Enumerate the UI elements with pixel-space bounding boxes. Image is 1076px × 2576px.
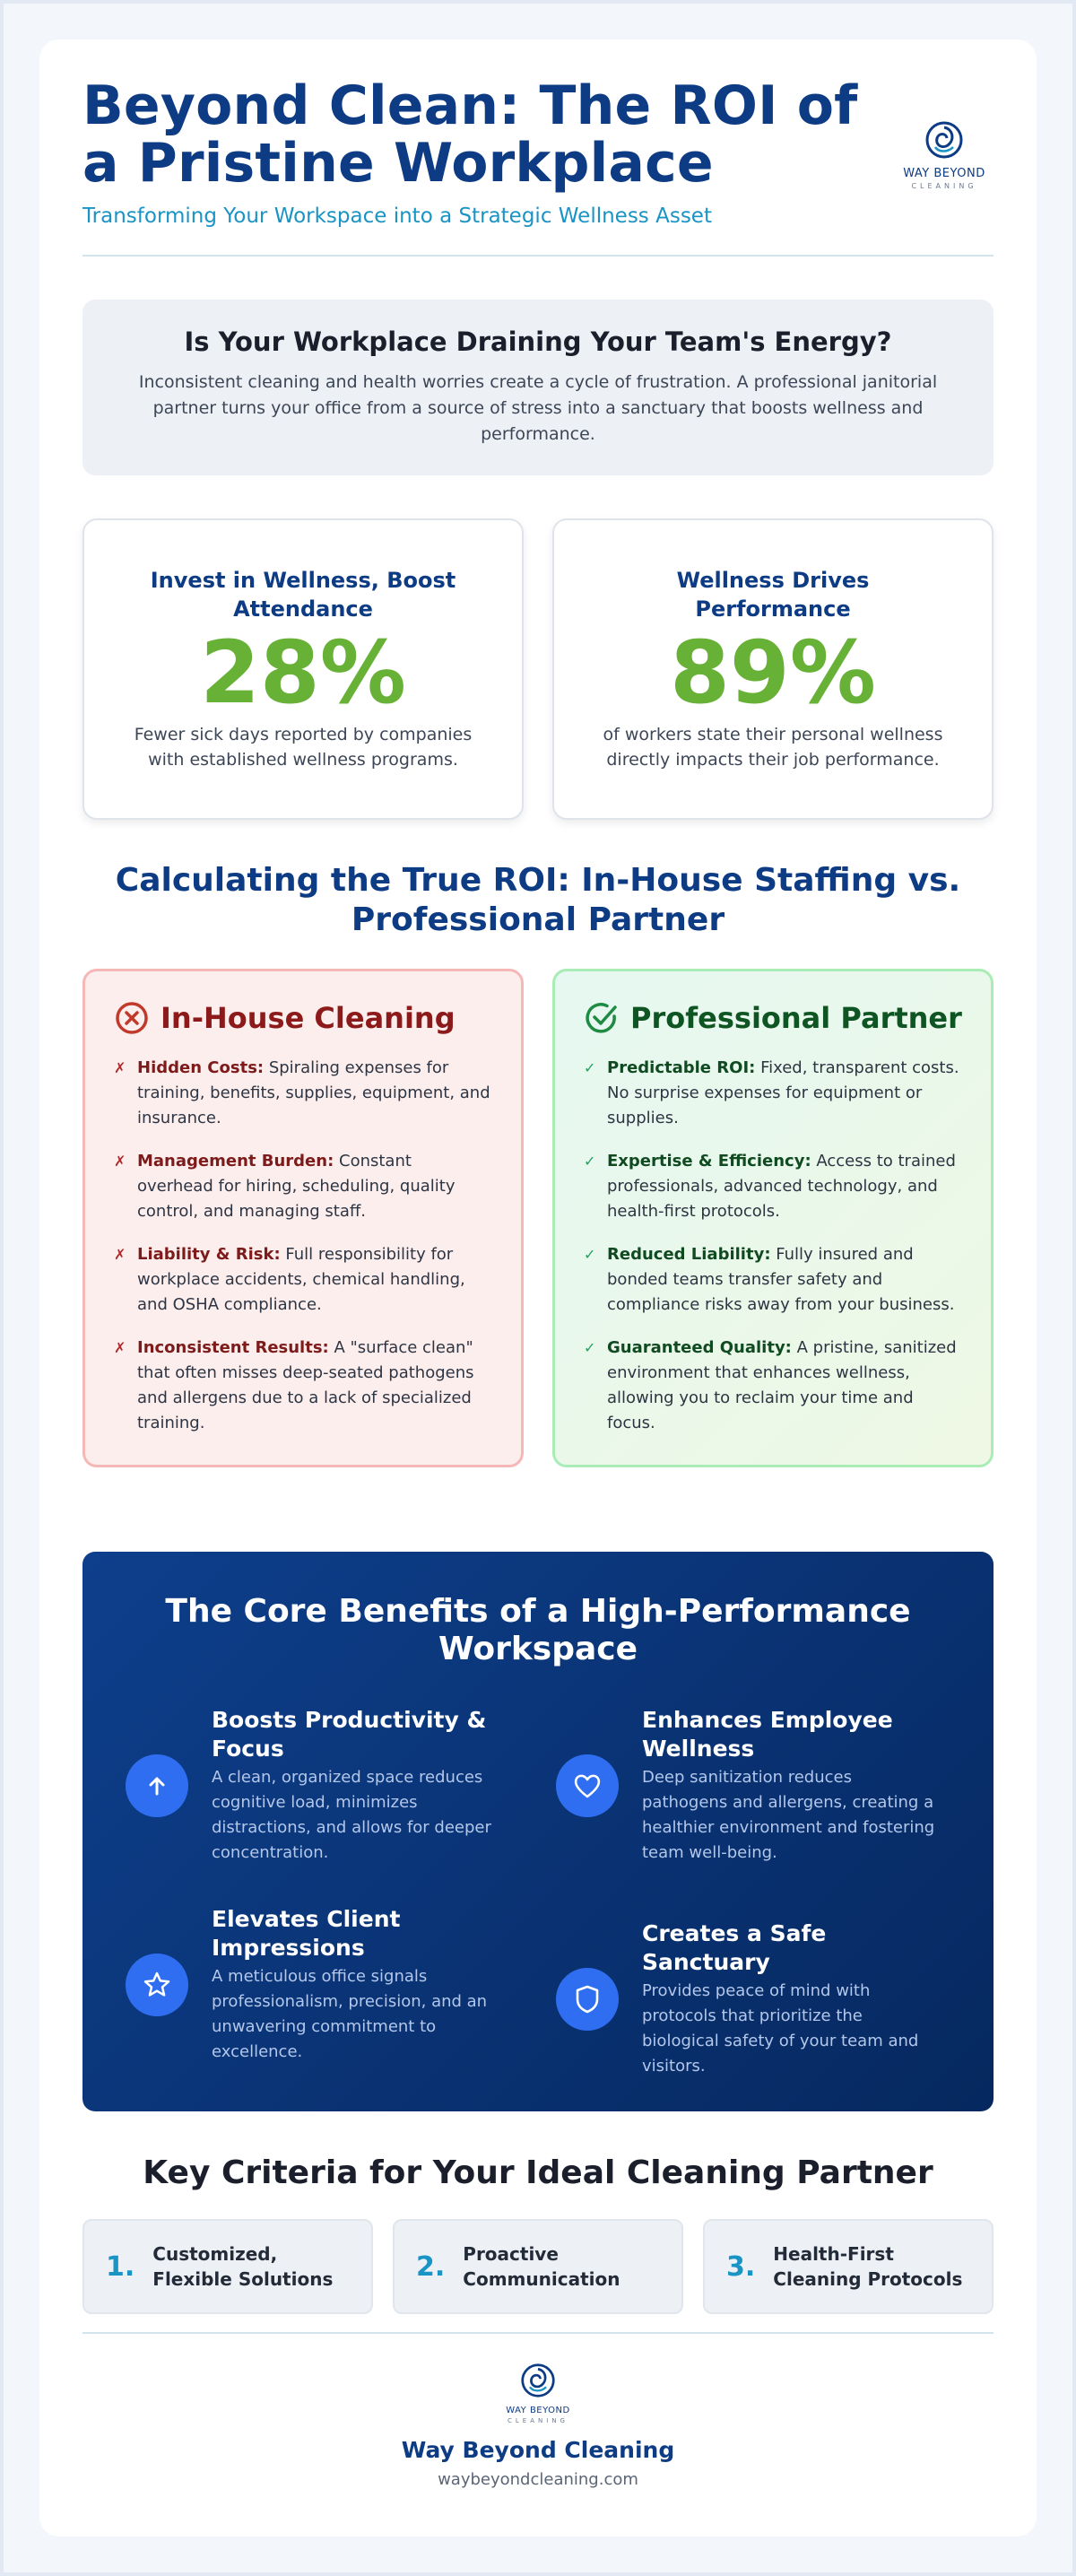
- page-subtitle: Transforming Your Workspace into a Strategic Wellness Asset: [82, 205, 712, 228]
- x-mark-icon: ✗: [114, 1246, 126, 1263]
- stat-text: of workers state their personal wellness directly impacts their job performance.: [603, 725, 943, 770]
- star-icon: [126, 1954, 188, 2016]
- item-label: Inconsistent Results:: [137, 1338, 329, 1357]
- benefit-title: Creates a Safe Sanctuary: [642, 1920, 827, 1975]
- list-item: [114, 1056, 492, 1131]
- item-label: Guaranteed Quality:: [607, 1338, 792, 1357]
- criteria-heading: Key Criteria for Your Ideal Cleaning Partner: [143, 2154, 933, 2191]
- benefit-productivity: [126, 1706, 511, 1866]
- stat-heading: Invest in Wellness, Boost Attendance: [150, 568, 456, 622]
- x-circle-icon: [114, 1000, 150, 1036]
- header: [82, 74, 994, 265]
- roi-heading: Calculating the True ROI: In-House Staffing vs. Professional Partner: [115, 862, 961, 938]
- list-item: [584, 1056, 962, 1131]
- x-mark-icon: ✗: [114, 1059, 126, 1076]
- item-text: A pristine, sanitized environment that enhances wellness, allowing you to reclaim your time and focus.: [607, 1338, 957, 1432]
- logo-subtext: CLEANING: [508, 2417, 568, 2424]
- criteria-item: [82, 2219, 373, 2314]
- heart-icon: [556, 1754, 619, 1817]
- list-item: [114, 1336, 492, 1436]
- item-text: Access to trained professionals, advanced technology, and health-first protocols.: [607, 1152, 956, 1221]
- logo-wordmark: WAY BEYOND: [506, 2406, 570, 2415]
- list-item: [584, 1242, 962, 1318]
- shield-icon: [556, 1968, 619, 2031]
- intro-panel: [82, 300, 994, 475]
- benefit-text: A clean, organized space reduces cognitive load, minimizes distractions, and allows for deeper concentration.: [212, 1768, 491, 1862]
- footer-logo: [498, 2363, 578, 2424]
- benefits-panel: [82, 1552, 994, 2111]
- stat-value: 89%: [670, 622, 876, 723]
- item-label: Hidden Costs:: [137, 1058, 265, 1077]
- partner-panel: [552, 969, 994, 1467]
- arrow-up-icon: [126, 1754, 188, 1817]
- stat-card-performance: [552, 518, 994, 820]
- benefit-title: Enhances Employee Wellness: [642, 1707, 893, 1762]
- swirl-logo-icon: [518, 2363, 558, 2398]
- list-item: [584, 1149, 962, 1224]
- x-mark-icon: ✗: [114, 1339, 126, 1356]
- divider: [82, 2332, 994, 2334]
- benefit-title: Boosts Productivity & Focus: [212, 1707, 487, 1762]
- item-label: Reduced Liability:: [607, 1245, 771, 1264]
- check-circle-icon: [584, 1000, 620, 1036]
- swirl-logo-icon: [923, 120, 966, 160]
- criteria-item: [393, 2219, 683, 2314]
- check-mark-icon: ✓: [584, 1246, 596, 1263]
- item-text: Fixed, transparent costs. No surprise expenses for equipment or supplies.: [607, 1058, 959, 1127]
- criteria-text: Proactive Communication: [463, 2243, 620, 2290]
- company-url[interactable]: waybeyondcleaning.com: [438, 2470, 638, 2489]
- benefit-title: Elevates Client Impressions: [212, 1906, 401, 1961]
- item-label: Expertise & Efficiency:: [607, 1152, 811, 1171]
- benefits-heading: The Core Benefits of a High-Performance Workspace: [165, 1593, 911, 1667]
- benefit-sanctuary: [556, 1919, 941, 2079]
- stat-value: 28%: [200, 622, 406, 723]
- intro-heading: Is Your Workplace Draining Your Team's Energy?: [184, 326, 892, 357]
- criteria-text: Customized, Flexible Solutions: [152, 2243, 334, 2290]
- list-item: [114, 1149, 492, 1224]
- list-item: [584, 1336, 962, 1436]
- partner-title: Professional Partner: [630, 1001, 962, 1035]
- criteria-text: Health-First Cleaning Protocols: [773, 2243, 963, 2290]
- in-house-list: [114, 1056, 492, 1436]
- list-item: [114, 1242, 492, 1318]
- in-house-header: [114, 996, 492, 1040]
- x-mark-icon: ✗: [114, 1153, 126, 1170]
- criteria-number: 2.: [416, 2250, 446, 2283]
- item-label: Predictable ROI:: [607, 1058, 756, 1077]
- stat-card-attendance: [82, 518, 524, 820]
- logo-subtext: CLEANING: [911, 182, 977, 190]
- benefit-text: A meticulous office signals professionalism, precision, and an unwavering commitment to excellence.: [212, 1967, 488, 2061]
- page-title: Beyond Clean: The ROI of a Pristine Workplace: [82, 74, 858, 195]
- item-text: Full responsibility for workplace accidents, chemical handling, and OSHA compliance.: [137, 1245, 465, 1314]
- stat-text: Fewer sick days reported by companies with established wellness programs.: [134, 725, 473, 770]
- check-mark-icon: ✓: [584, 1059, 596, 1076]
- item-text: Spiraling expenses for training, benefits, supplies, equipment, and insurance.: [137, 1058, 490, 1127]
- benefit-text: Provides peace of mind with protocols that prioritize the biological safety of your team and visitors.: [642, 1981, 919, 2076]
- item-text: A "surface clean" that often misses deep-seated pathogens and allergens due to a lack of specialized training.: [137, 1338, 474, 1432]
- benefit-client: [126, 1905, 511, 2065]
- item-label: Management Burden:: [137, 1152, 334, 1171]
- partner-header: [584, 996, 962, 1040]
- partner-list: [584, 1056, 962, 1436]
- benefit-wellness: [556, 1706, 941, 1866]
- item-text: Constant overhead for hiring, scheduling, quality control, and managing staff.: [137, 1152, 456, 1221]
- item-text: Fully insured and bonded teams transfer safety and compliance risks away from your business.: [607, 1245, 955, 1314]
- logo-wordmark: WAY BEYOND: [903, 167, 985, 180]
- divider: [82, 255, 994, 257]
- in-house-panel: [82, 969, 524, 1467]
- company-name: Way Beyond Cleaning: [401, 2437, 675, 2463]
- brand-logo: [895, 120, 994, 190]
- benefits-grid: [126, 1706, 950, 2083]
- in-house-title: In-House Cleaning: [161, 1001, 456, 1035]
- criteria-number: 3.: [726, 2250, 756, 2283]
- intro-body: Inconsistent cleaning and health worries create a cycle of frustration. A professional janitorial partner turns your office from a source of stress into a sanctuary that boosts wellness and performance.: [138, 372, 938, 444]
- check-mark-icon: ✓: [584, 1153, 596, 1170]
- stat-heading: Wellness Drives Performance: [676, 568, 870, 622]
- benefit-text: Deep sanitization reduces pathogens and allergens, creating a healthier environment and fostering team well-being.: [642, 1768, 935, 1862]
- criteria-item: [703, 2219, 994, 2314]
- check-mark-icon: ✓: [584, 1339, 596, 1356]
- criteria-number: 1.: [106, 2250, 135, 2283]
- infographic: [39, 39, 1037, 2537]
- footer: [82, 2363, 994, 2515]
- item-label: Liability & Risk:: [137, 1245, 281, 1264]
